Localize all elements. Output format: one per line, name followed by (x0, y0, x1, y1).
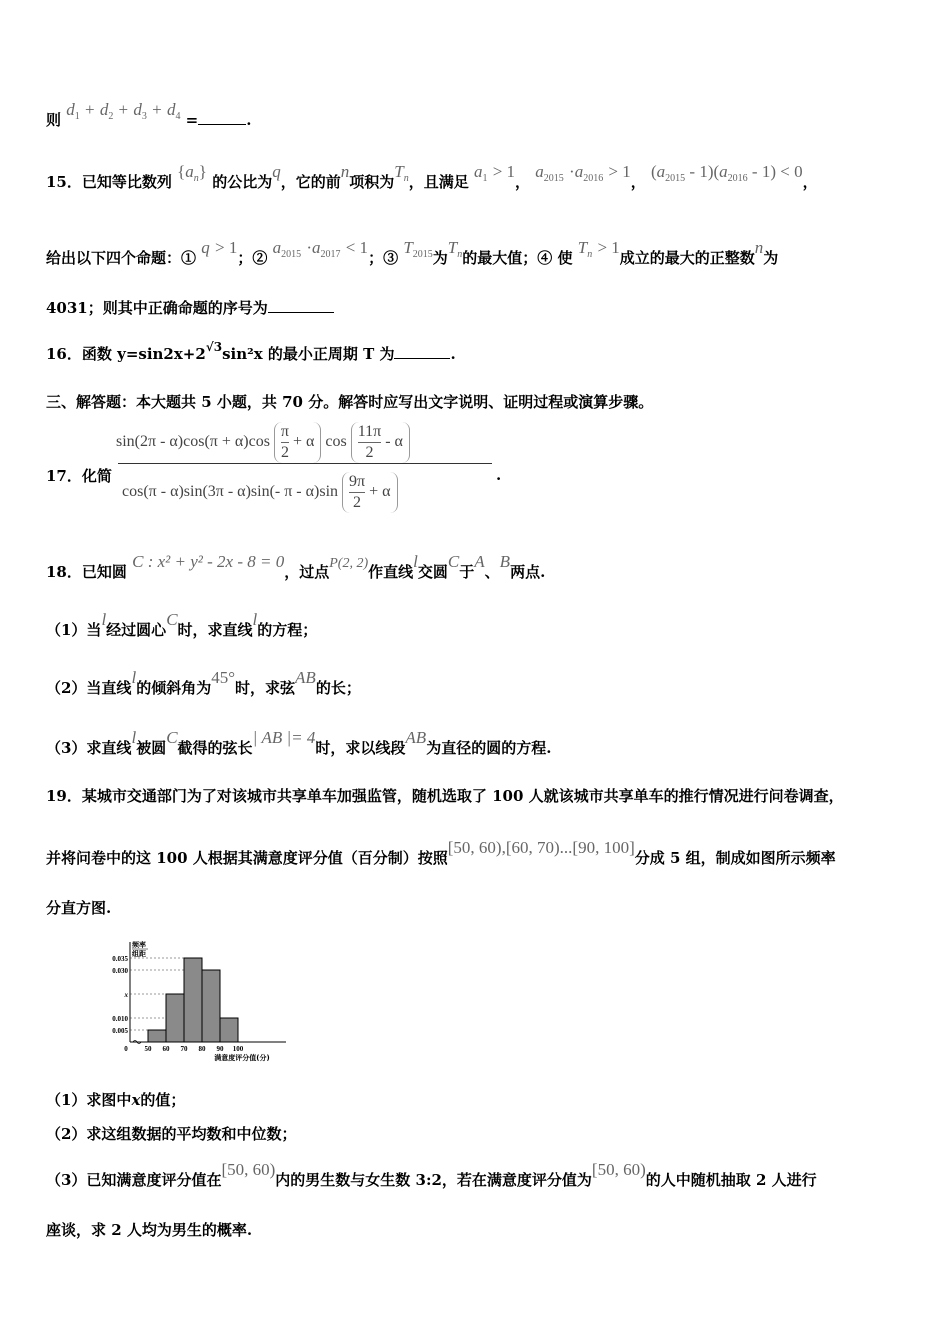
text: 截得的弦长 (177, 739, 253, 757)
text: 两点. (510, 563, 546, 581)
text: 的倾斜角为 (136, 679, 212, 697)
q18-line1 (46, 552, 546, 584)
x-axis-label: 满意度评分值(分) (214, 1054, 270, 1062)
AB-var: AB (405, 728, 427, 747)
q15-line3 (46, 298, 334, 318)
paren2 (351, 422, 410, 463)
equals: = (185, 111, 199, 129)
answer-blank[interactable] (268, 298, 334, 313)
q17-label (46, 466, 112, 486)
q17-fraction-bar (118, 463, 492, 464)
d-sum-expr: $d_1 + d_2 + d_3 + d_4$ (66, 100, 181, 122)
text: 为 (763, 249, 779, 267)
text: 则 (46, 111, 62, 129)
q-var: q (272, 162, 281, 181)
text: ；③ (368, 249, 399, 267)
y-tick-label: 0.005 (112, 1027, 128, 1035)
period: . (450, 345, 456, 363)
interval: [50, 60) (221, 1160, 276, 1179)
q19-sub1 (46, 1090, 185, 1110)
text: 时，求直线 (177, 621, 253, 639)
question-number: 17．化简 (46, 467, 112, 485)
text: 、 (484, 563, 500, 581)
l-var: l (101, 610, 107, 629)
text: sin²x 的最小正周期 T 为 (222, 345, 395, 363)
section-header: 三、解答题：本大题共 5 小题，共 70 分。解答时应写出文字说明、证明过程或演算步骤。 (46, 393, 654, 411)
y-tick-label: 0.035 (112, 955, 128, 963)
text: （1）当 (46, 621, 102, 639)
text: 为 (432, 249, 448, 267)
q19-sub3-cont: 座谈，求 2 人均为男生的概率. (46, 1221, 253, 1239)
l-var: l (252, 610, 258, 629)
x-tick-label: 80 (198, 1045, 206, 1053)
y-label-bottom: 组距 (132, 950, 146, 958)
expr: sin(2π - α)cos(π + α)cos (116, 433, 270, 451)
frac-num: π (280, 423, 289, 440)
q18-sub3 (46, 728, 552, 758)
text: 的值； (140, 1091, 186, 1109)
y-tick-label: 0.010 (112, 1015, 128, 1023)
q18-sub2 (46, 668, 361, 698)
y-tick-label: x (124, 991, 128, 999)
text: 给出以下四个命题：① (46, 249, 197, 267)
x-tick-label: 60 (162, 1045, 170, 1053)
prop4: $T_n > 1$ (577, 238, 620, 260)
circle-eq: C : x² + y² - 2x - 8 = 0 (132, 552, 285, 571)
text: 成立的最大的正整数 (619, 249, 755, 267)
period: . (496, 466, 502, 484)
text: 时，求以线段 (315, 739, 406, 757)
intervals: [50, 60),[60, 70)...[90, 100] (447, 838, 635, 857)
q17-numerator (116, 422, 410, 463)
n-var: n (340, 162, 350, 181)
question-number: 15． (46, 173, 82, 191)
x-var: x (131, 1091, 141, 1109)
prop2: $a_{2015} \cdot a_{2017} < 1$ (272, 238, 369, 260)
text: ，过点 (284, 563, 330, 581)
text: 函数 y=sin2x+2 (81, 345, 206, 363)
text: 的最大值；④ 使 (462, 249, 573, 267)
x-tick-label: 90 (216, 1045, 224, 1053)
question-number: 16． (46, 345, 82, 363)
q17-denominator (122, 472, 398, 513)
d-sum-line (46, 100, 252, 137)
histogram-bar (148, 1030, 166, 1042)
n-var: n (754, 238, 764, 257)
frac-den: 2 (358, 442, 381, 463)
x-tick-label: 50 (144, 1045, 152, 1053)
abs-AB: | AB |= 4 (252, 728, 316, 747)
text: 被圆 (136, 739, 167, 757)
text: 于 (459, 563, 475, 581)
text: ，且满足 (408, 173, 469, 191)
prop1: q > 1 (201, 238, 238, 257)
answer-blank[interactable] (198, 110, 246, 125)
x-tick-label: 70 (180, 1045, 188, 1053)
text: （3）求直线 (46, 739, 132, 757)
text: 4031；则其中正确命题的序号为 (46, 299, 268, 317)
question-number: 18． (46, 563, 82, 581)
l-var: l (413, 552, 418, 571)
q15-line2 (46, 238, 779, 275)
l-var: l (131, 728, 137, 747)
text: 的人中随机抽取 2 人进行 (645, 1171, 817, 1189)
paren1 (274, 422, 321, 463)
frac-num: 9π (349, 473, 366, 490)
text: 内的男生数与女生数 3:2，若在满意度评分值为 (275, 1171, 592, 1189)
text: 已知等比数列 (81, 173, 172, 191)
cond3: $(a_{2015} - 1)(a_{2016} - 1) < 0$ (651, 162, 803, 184)
point-P: P(2, 2) (329, 556, 369, 571)
interval: [50, 60) (591, 1160, 646, 1179)
histogram-bar (184, 958, 202, 1042)
q16 (46, 340, 456, 365)
text: ，它的前 (280, 173, 341, 191)
expr: cos (325, 433, 347, 451)
q19-line2 (46, 838, 836, 868)
C-var: C (447, 552, 460, 571)
AB-var: AB (295, 668, 316, 687)
text: 经过圆心 (106, 621, 167, 639)
frac-tail: + α (369, 483, 391, 501)
text: 分成 5 组，制成如图所示频率 (634, 849, 836, 867)
sqrt3: √3 (205, 340, 223, 354)
text: 的公比为 (212, 173, 273, 191)
frac-tail: + α (293, 433, 315, 451)
text: 已知圆 (81, 563, 127, 581)
text: 并将问卷中的这 100 人根据其满意度评分值（百分制）按照 (46, 849, 448, 867)
frequency-histogram (96, 938, 296, 1062)
text: 项积为 (349, 173, 395, 191)
C-var: C (166, 728, 178, 747)
histogram-bar (166, 994, 184, 1042)
y-tick-label: 0.030 (112, 967, 128, 975)
text: （1）求图中 (46, 1091, 132, 1109)
x-tick-label: 0 (124, 1045, 128, 1053)
text: 的方程； (257, 621, 318, 639)
frac-den: 2 (349, 492, 365, 513)
cond2: $a_{2015} \cdot a_{2016} > 1$ (535, 162, 631, 184)
B-var: B (499, 552, 511, 571)
frac-num: 11π (357, 423, 382, 440)
q19-line1: 19．某城市交通部门为了对该城市共享单车加强监管，随机选取了 100 人就该城市共享单车的推行情况进行问卷调查， (46, 787, 844, 805)
expr: cos(π - α)sin(3π - α)sin(- π - α)sin (122, 483, 339, 501)
sequence-expr: $\{a_n\}$ (177, 162, 207, 184)
answer-blank[interactable] (394, 344, 450, 359)
x-tick-label: 100 (232, 1045, 244, 1053)
histogram-bar (202, 970, 220, 1042)
paren3 (342, 472, 397, 513)
frac-den: 2 (280, 444, 289, 461)
T-var: $T_n$ (447, 238, 463, 260)
y-label-top: 频率 (132, 941, 146, 949)
text: 时，求弦 (235, 679, 296, 697)
text: 交圆 (417, 563, 448, 581)
cond1: $a_1 > 1$ (473, 162, 516, 184)
q15-line1: 15．已知等比数列 $\{a_n\}$ 的公比为q，它的前n项积为$T_n$，且满足 $a_1 > 1$， $a_{2015} \cdot a_{2016} > 1$， $(a_{2015} - 1)(a_{2016} - 1) < 0$， (46, 162, 818, 191)
text: （2）当直线 (46, 679, 132, 697)
C-var: C (166, 610, 178, 629)
prop3: $T_{2015}$ (403, 238, 433, 260)
histogram-bar (220, 1018, 238, 1042)
q18-sub1 (46, 610, 318, 640)
text: 的长； (315, 679, 361, 697)
angle-45: 45° (211, 668, 236, 687)
l-var: l (131, 668, 137, 687)
T-var: $T_n$ (394, 162, 409, 184)
A-var: A (474, 552, 485, 571)
text: 作直线 (368, 563, 414, 581)
q19-line3: 分直方图. (46, 899, 112, 917)
period: . (246, 111, 252, 129)
q19-sub2: （2）求这组数据的平均数和中位数； (46, 1125, 297, 1143)
text: ；② (237, 249, 268, 267)
text: 为直径的圆的方程. (426, 739, 552, 757)
q19-sub3 (46, 1160, 817, 1190)
frac-tail: - α (385, 433, 403, 451)
text: （3）已知满意度评分值在 (46, 1171, 222, 1189)
